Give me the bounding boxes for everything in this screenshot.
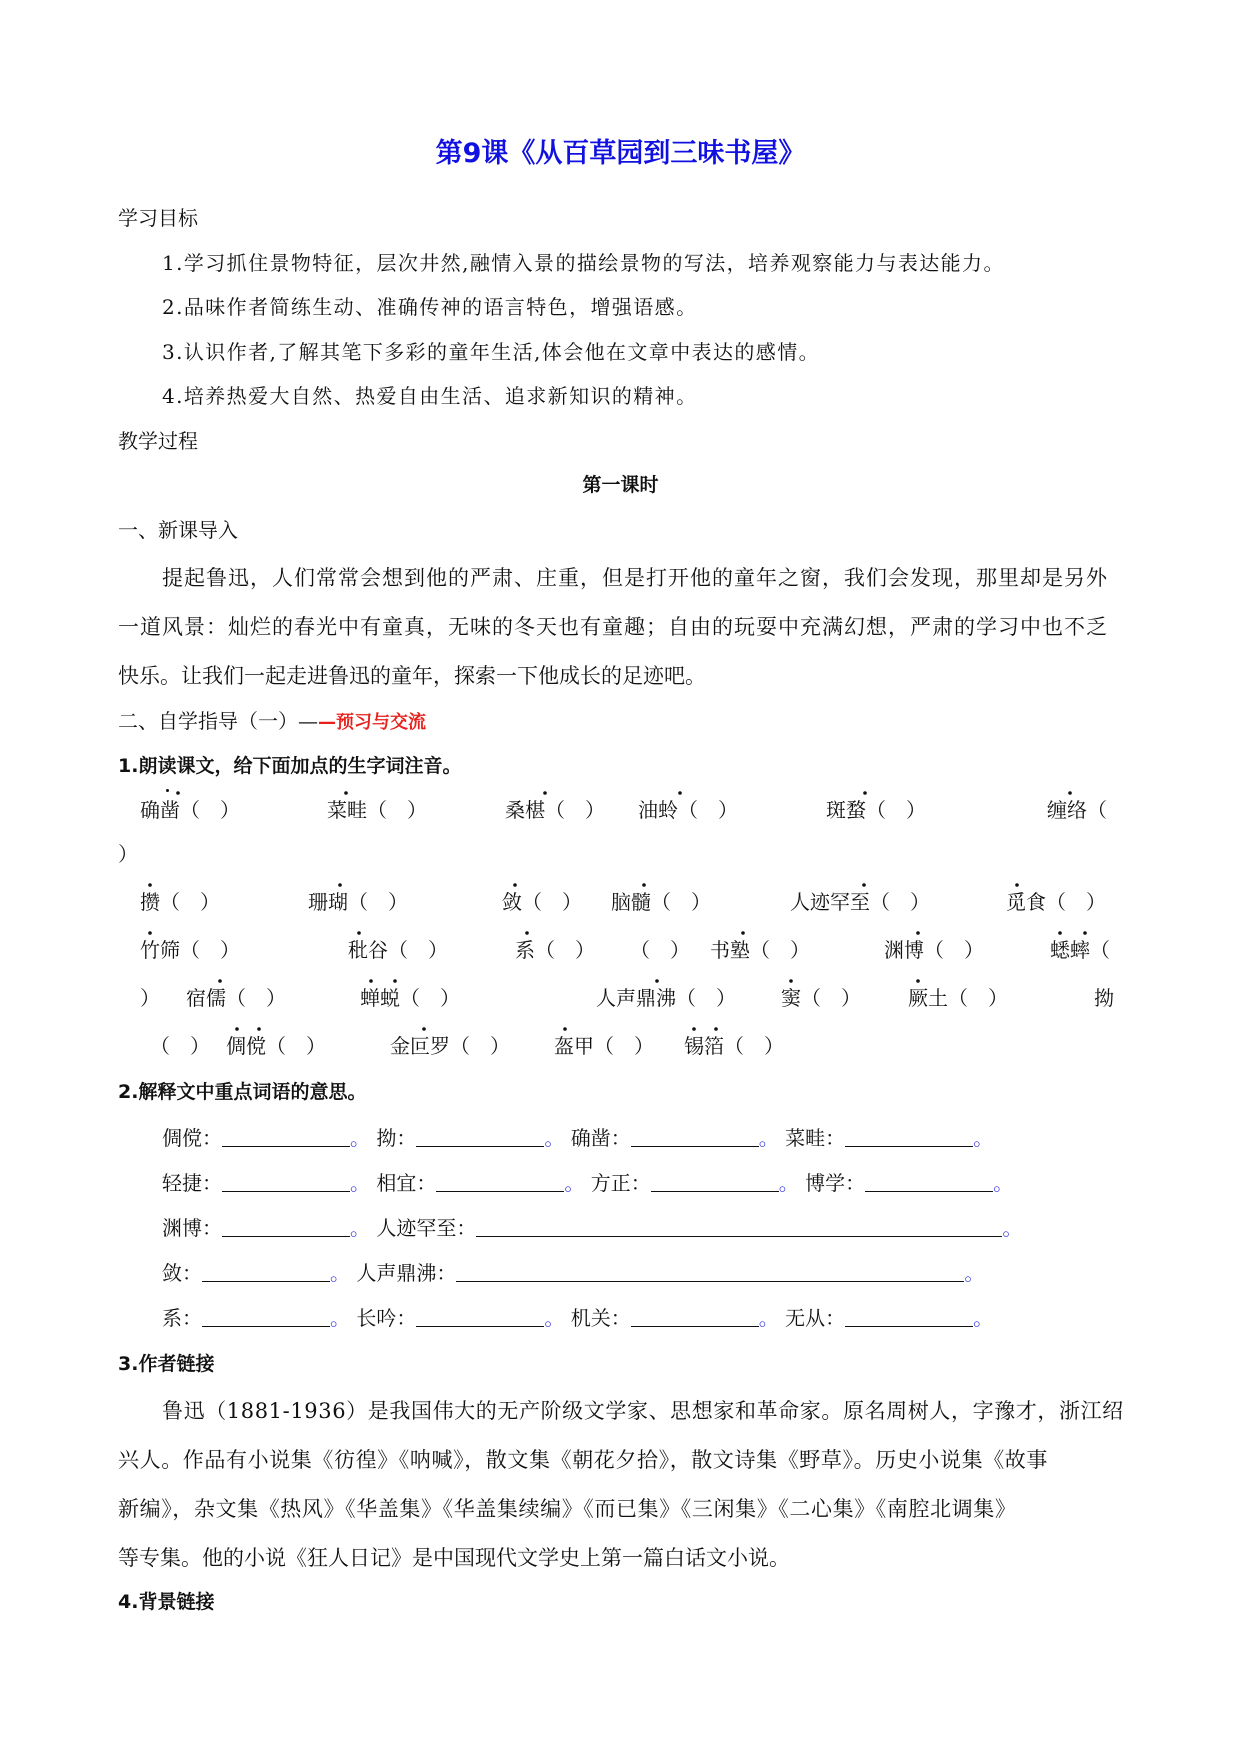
objective-item: 3.认识作者,了解其笔下多彩的童年生活,体会他在文章中表达的感情。: [162, 340, 820, 364]
answer-blank[interactable]: [631, 1306, 759, 1327]
vocab-item: 攒（ ）: [140, 890, 220, 914]
definition-row: 敛： 。 人声鼎沸： 。: [162, 1261, 985, 1285]
definition-row: 系： 。 长吟： 。 机关： 。 无从： 。: [162, 1306, 994, 1330]
question-4-heading: 4.背景链接: [118, 1591, 215, 1613]
vocab-item: 书塾（ ）: [710, 938, 810, 962]
definition-label: 确凿：: [570, 1126, 631, 1150]
answer-blank[interactable]: [651, 1171, 779, 1192]
intro-line: 快乐。让我们一起走进鲁迅的童年，探索一下他成长的足迹吧。: [118, 664, 706, 688]
vocab-item: 缠络（: [1047, 798, 1107, 822]
definition-label: 人声鼎沸：: [356, 1261, 457, 1285]
vocab-item: 厥土（ ）: [908, 986, 1008, 1010]
intro-line: 一道风景：灿烂的春光中有童真，无味的冬天也有童趣；自由的玩耍中充满幻想，严肃的学习中也不乏: [118, 615, 1108, 639]
vocab-item: 盔甲（ ）: [554, 1034, 654, 1058]
definition-label: 敛：: [162, 1261, 202, 1285]
definition-label: 倜傥：: [162, 1126, 222, 1150]
answer-blank[interactable]: [865, 1171, 993, 1192]
definition-label: 人迹罕至：: [376, 1216, 477, 1240]
section2-highlight: —预习与交流: [318, 712, 426, 733]
objective-item: 2.品味作者简练生动、准确传神的语言特色，增强语感。: [162, 295, 698, 319]
answer-blank[interactable]: [456, 1261, 964, 1282]
author-line: 鲁迅（1881-1936）是我国伟大的无产阶级文学家、思想家和革命家。原名周树人，字豫才，浙江绍: [162, 1399, 1124, 1423]
definition-label: 菜畦：: [785, 1126, 846, 1150]
definition-label: 方正：: [590, 1171, 651, 1195]
vocab-item: 金叵罗（ ）: [390, 1034, 510, 1058]
answer-blank[interactable]: [416, 1306, 544, 1327]
section2-dash: —: [298, 709, 318, 733]
vocab-item: 觅食（ ）: [1006, 890, 1106, 914]
definition-label: 拗：: [376, 1126, 417, 1150]
question-3-heading: 3.作者链接: [118, 1353, 215, 1375]
vocab-item: 油蛉（ ）: [638, 798, 738, 822]
vocab-item: 人迹罕至（ ）: [790, 890, 930, 914]
definition-label: 博学：: [805, 1171, 866, 1195]
vocab-item: 蟋蟀（: [1050, 938, 1110, 962]
vocab-item: 珊瑚（ ）: [308, 890, 408, 914]
vocab-item: 秕谷（ ）: [348, 938, 448, 962]
definition-label: 机关：: [570, 1306, 631, 1330]
vocab-item: 敛（ ）: [502, 890, 582, 914]
definition-label: 轻捷：: [162, 1171, 222, 1195]
answer-blank[interactable]: [631, 1126, 759, 1147]
section2-heading: [118, 707, 426, 737]
vocab-item: 脑髓（ ）: [611, 890, 711, 914]
vocab-item: ）: [140, 986, 160, 1010]
vocab-item: 菜畦（ ）: [327, 798, 427, 822]
answer-blank[interactable]: [202, 1261, 330, 1282]
vocab-item: 拗: [1094, 986, 1114, 1010]
vocab-item: 倜傥（ ）: [226, 1034, 326, 1058]
process-heading: 教学过程: [118, 429, 198, 453]
vocab-item: 锡箔（ ）: [684, 1034, 784, 1058]
answer-blank[interactable]: [222, 1216, 350, 1237]
definition-label: 长吟：: [356, 1306, 417, 1330]
vocab-item: 蝉蜕（ ）: [360, 986, 460, 1010]
author-line: 等专集。他的小说《狂人日记》是中国现代文学史上第一篇白话文小说。: [118, 1546, 790, 1570]
objective-item: 1.学习抓住景物特征，层次井然,融情入景的描绘景物的写法，培养观察能力与表达能力。: [162, 251, 1005, 275]
question-1-heading: 1.朗读课文，给下面加点的生字词注音。: [118, 755, 462, 777]
answer-blank[interactable]: [845, 1306, 973, 1327]
author-line: 兴人。作品有小说集《彷徨》《呐喊》，散文集《朝花夕拾》，散文诗集《野草》。历史小说集《故事: [118, 1448, 1048, 1472]
vocab-item: （ ）: [150, 1034, 210, 1058]
section2-heading-text: 二、自学指导（一）: [118, 709, 298, 733]
vocab-item: 人声鼎沸（ ）: [596, 986, 736, 1010]
answer-blank[interactable]: [416, 1126, 544, 1147]
definition-row: 渊博： 。 人迹罕至： 。: [162, 1216, 1023, 1240]
vocab-item: （ ）: [630, 938, 690, 962]
objective-item: 4.培养热爱大自然、热爱自由生活、追求新知识的精神。: [162, 384, 698, 408]
author-line: 新编》，杂文集《热风》《华盖集》《华盖集续编》《而已集》《三闲集》《二心集》《南腔北调集》: [118, 1497, 1017, 1521]
vocab-item: ）: [118, 842, 138, 866]
intro-line: 提起鲁迅，人们常常会想到他的严肃、庄重，但是打开他的童年之窗，我们会发现，那里却是另外: [162, 566, 1108, 590]
answer-blank[interactable]: [222, 1171, 350, 1192]
vocab-item: 窦（ ）: [781, 986, 861, 1010]
vocab-item: 竹筛（ ）: [140, 938, 240, 962]
page-title: 第9课《从百草园到三味书屋》: [435, 138, 806, 169]
answer-blank[interactable]: [476, 1216, 1002, 1237]
definition-row: 倜傥： 。 拗： 。 确凿： 。 菜畦： 。: [162, 1126, 994, 1150]
vocab-item: 桑椹（ ）: [505, 798, 605, 822]
answer-blank[interactable]: [845, 1126, 973, 1147]
definition-label: 相宜：: [376, 1171, 437, 1195]
section1-heading: 一、新课导入: [118, 518, 238, 542]
definition-label: 系：: [162, 1306, 202, 1330]
question-2-heading: 2.解释文中重点词语的意思。: [118, 1081, 367, 1103]
definition-label: 渊博：: [162, 1216, 222, 1240]
answer-blank[interactable]: [222, 1126, 350, 1147]
answer-blank[interactable]: [202, 1306, 330, 1327]
vocab-item: 系（ ）: [515, 938, 595, 962]
lesson-heading: 第一课时: [582, 474, 659, 496]
vocab-item: 斑蝥（ ）: [826, 798, 926, 822]
objectives-heading: 学习目标: [118, 206, 198, 230]
vocab-item: 确凿（ ）: [140, 798, 240, 822]
vocab-item: 宿儒（ ）: [186, 986, 286, 1010]
definition-label: 无从：: [785, 1306, 846, 1330]
vocab-item: 渊博（ ）: [884, 938, 984, 962]
definition-row: 轻捷： 。 相宜： 。 方正： 。 博学： 。: [162, 1171, 1014, 1195]
answer-blank[interactable]: [436, 1171, 564, 1192]
